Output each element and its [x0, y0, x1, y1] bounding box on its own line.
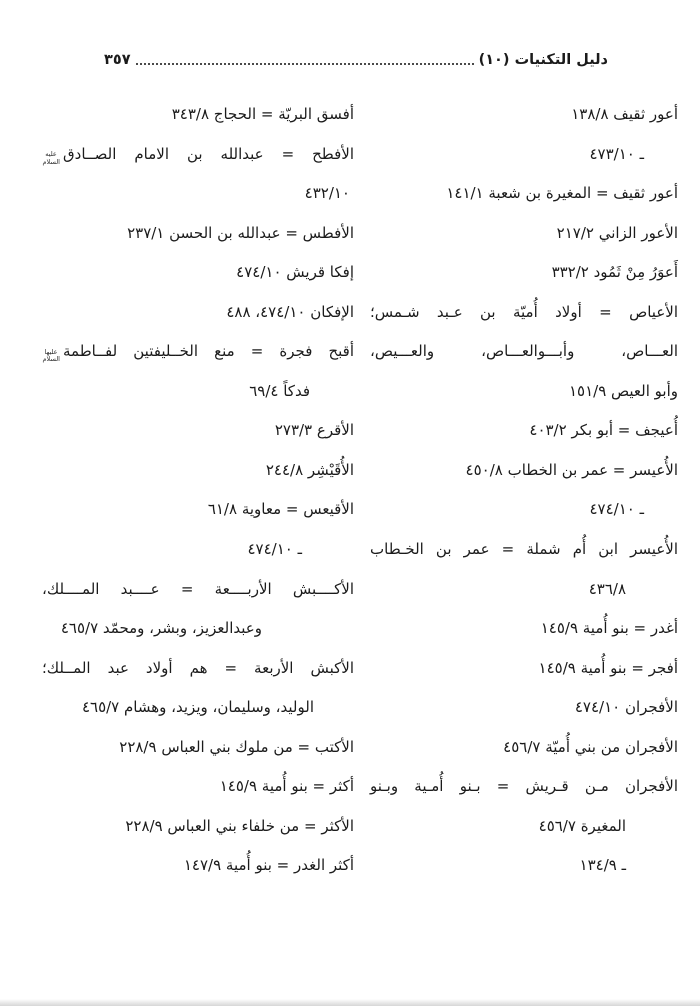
index-line-text: الأعور الزاني ٢١٧/٢ — [556, 223, 678, 242]
index-line — [370, 728, 678, 768]
index-line — [42, 846, 354, 886]
index-column-left — [42, 95, 354, 886]
index-line — [42, 214, 354, 254]
index-line-text: الأُعيسر ابن أُم شملة = عمر بن الخـطاب — [370, 540, 678, 559]
index-line — [42, 253, 354, 293]
honorific-mark: عليها السلام — [42, 347, 60, 364]
index-line — [42, 95, 354, 135]
dotted-leader — [136, 63, 474, 65]
index-line-text: الأفطس = عبدالله بن الحسن ٢٣٧/١ — [127, 223, 354, 242]
index-line-text: الأفجران من بني أُميّة ٤٥٦/٧ — [503, 737, 678, 756]
index-line — [370, 767, 678, 807]
index-line — [370, 135, 678, 175]
index-line — [42, 490, 354, 530]
index-line-text: الأُعيسر = عمر بن الخطاب ٤٥٠/٨ — [465, 460, 678, 479]
header-title: دليل التكنيات (١٠) — [478, 52, 608, 68]
index-line-text: الأفطح = عبدالله بن الامام الصــادق — [63, 144, 354, 163]
index-line-text: الأقيعس = معاوية ٦١/٨ — [207, 500, 354, 519]
index-line-text: ـ ٤٧٤/١٠ — [589, 500, 644, 519]
index-line-text: ـ ٤٧٣/١٠ — [589, 144, 644, 163]
index-column-right — [370, 95, 678, 886]
index-line-text: وعبدالعزيز، وبشر، ومحمّد ٤٦٥/٧ — [60, 619, 262, 638]
index-line — [370, 95, 678, 135]
index-line — [42, 530, 354, 570]
honorific-mark: عليه السلام — [42, 150, 60, 166]
index-line — [42, 372, 354, 412]
index-line-text: أكثر الغدر = بنو أُمية ١٤٧/٩ — [183, 856, 354, 875]
index-line — [370, 214, 678, 254]
index-line-text: فدكاً ٦٩/٤ — [249, 381, 310, 400]
index-line — [42, 174, 354, 214]
index-line-text: أفسق البريّة = الحجاج ٣٤٣/٨ — [171, 105, 354, 123]
index-line — [370, 372, 678, 412]
index-line — [42, 570, 354, 610]
index-line-text: أكثر = بنو أُمية ١٤٥/٩ — [219, 777, 354, 796]
index-line-text: ٤٣٦/٨ — [588, 579, 626, 598]
index-line-text: الأفجران ٤٧٤/١٠ — [574, 698, 678, 717]
index-line — [370, 451, 678, 491]
index-line-text: الأعياص = أولاد أُميّة بن عـبد شـمس؛ — [370, 302, 678, 321]
index-line — [370, 649, 678, 689]
index-line — [42, 451, 354, 491]
index-line-text: أفجر = بنو أُمية ١٤٥/٩ — [538, 658, 678, 677]
index-line-text: الوليد، وسليمان، ويزيد، وهشام ٤٦٥/٧ — [81, 698, 314, 717]
index-line-text: الأكــــبش الأربــــعة = عــــبد المــــلك، — [42, 579, 354, 598]
index-line — [370, 688, 678, 728]
index-line — [42, 807, 354, 847]
index-line-text: الأكثر = من خلفاء بني العباس ٢٢٨/٩ — [125, 816, 354, 835]
index-line — [42, 767, 354, 807]
index-line — [370, 332, 678, 372]
index-line-text: أَعوَرُ مِنْ ثَمُود ٣٣٢/٢ — [551, 263, 678, 282]
index-line-text: الأكتب = من ملوك بني العباس ٢٢٨/٩ — [119, 737, 354, 756]
index-line-text: أُعيجف = أبو بكر ٤٠٣/٢ — [529, 421, 678, 440]
index-line — [370, 570, 678, 610]
index-line-text: ٤٣٢/١٠ — [304, 184, 350, 203]
index-line-text: أغدر = بنو أُمية ١٤٥/٩ — [540, 619, 678, 638]
index-line-text: الأكبش الأربعة = هم أولاد عبد المــلك؛ — [42, 658, 354, 677]
index-line — [370, 609, 678, 649]
index-line-text: ـ ٤٧٤/١٠ — [247, 540, 302, 559]
index-body — [0, 68, 700, 886]
index-line — [370, 807, 678, 847]
index-line-text: الإفكان ٤٧٤/١٠، ٤٨٨ — [226, 302, 354, 321]
index-line — [42, 135, 354, 175]
page-header — [104, 52, 608, 68]
index-line — [42, 688, 354, 728]
index-line — [370, 530, 678, 570]
index-line — [42, 609, 354, 649]
index-line — [42, 332, 354, 372]
index-line-text: أعور ثقيف = المغيرة بن شعبة ١٤١/١ — [446, 184, 678, 203]
index-line — [42, 728, 354, 768]
index-line-text: أقبح فجرة = منع الخــليفتين لفــاطمة — [63, 342, 354, 361]
index-line-text: الأُقَيْشِر ٢٤٤/٨ — [265, 460, 354, 479]
index-line — [42, 293, 354, 333]
index-line — [370, 293, 678, 333]
index-line — [370, 490, 678, 530]
index-line-text: الأقرع ٢٧٣/٣ — [274, 421, 354, 440]
index-line — [370, 411, 678, 451]
page-number: ٣٥٧ — [104, 52, 131, 68]
index-line-text: العـــاص، وأبـــوالعـــاص، والعـــيص، — [370, 342, 678, 361]
index-line — [42, 649, 354, 689]
index-line-text: إفكا قريش ٤٧٤/١٠ — [236, 263, 354, 282]
index-line-text: الأفجران مـن قـريش = بـنو أُمـية وبـنو — [370, 777, 678, 796]
index-line — [370, 846, 678, 886]
index-line-text: وأبو العيص ١٥١/٩ — [568, 381, 678, 400]
index-line — [370, 253, 678, 293]
index-line-text: ـ ١٣٤/٩ — [579, 856, 626, 875]
index-line — [42, 411, 354, 451]
index-line — [370, 174, 678, 214]
index-line-text: أعور ثقيف ١٣٨/٨ — [571, 105, 678, 123]
index-line-text: المغيرة ٤٥٦/٧ — [538, 816, 626, 835]
